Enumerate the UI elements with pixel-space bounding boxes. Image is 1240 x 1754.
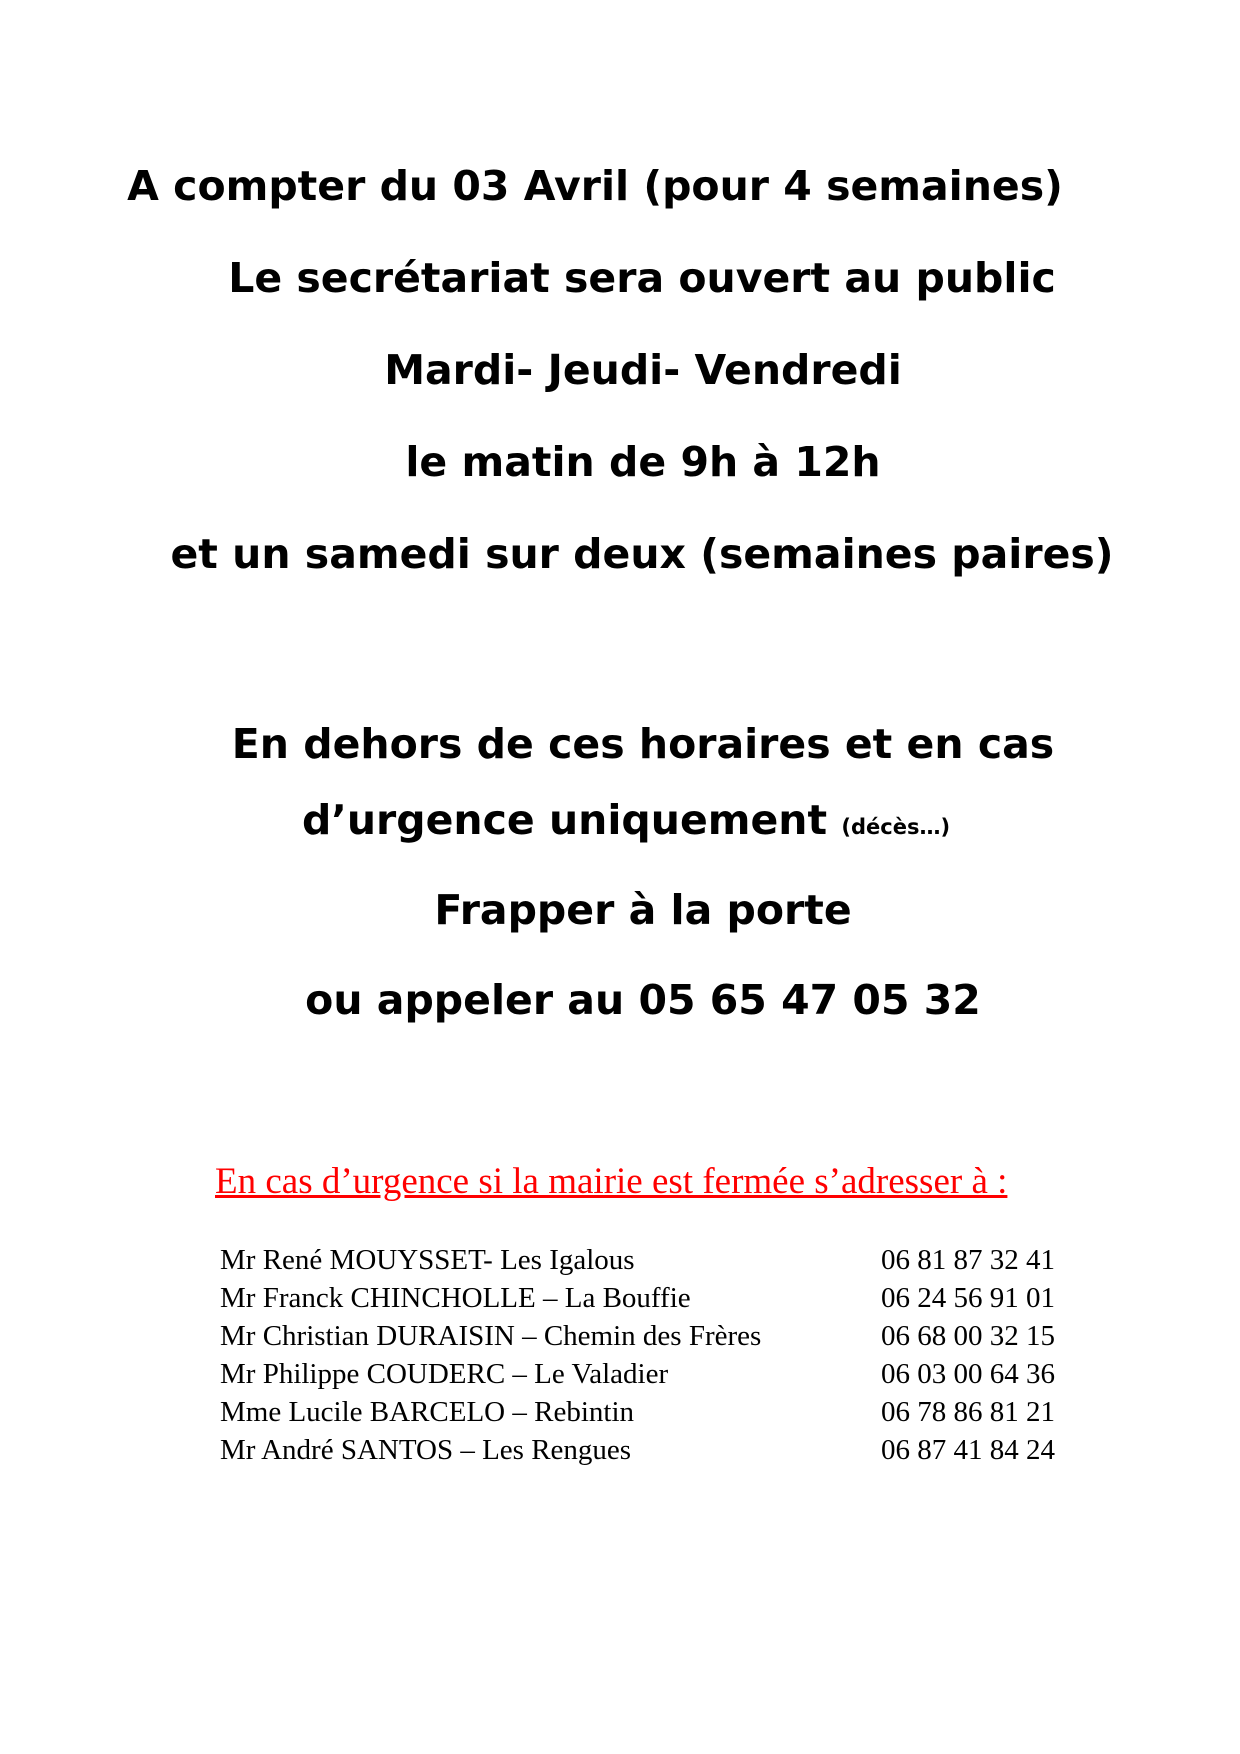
- contact-row: [220, 1317, 1100, 1355]
- notice-line-knock: Frapper à la porte: [434, 886, 852, 934]
- contact-row: [220, 1279, 1100, 1317]
- urgency-text: d’urgence uniquement: [301, 796, 828, 844]
- notice-line-hours: le matin de 9h à 12h: [405, 438, 881, 486]
- contact-name: Mr Philippe COUDERC – Le Valadier: [220, 1358, 669, 1390]
- contact-row: [220, 1241, 1100, 1279]
- contact-row: [220, 1431, 1100, 1469]
- contact-phone: 06 68 00 32 15: [881, 1320, 1055, 1352]
- notice-line-outside-hours: En dehors de ces horaires et en cas: [231, 720, 1055, 768]
- contact-phone: 06 78 86 81 21: [881, 1396, 1055, 1428]
- contact-name: Mme Lucile BARCELO – Rebintin: [220, 1396, 635, 1428]
- notice-line-urgency: [6, 794, 1240, 853]
- contact-name: Mr René MOUYSSET- Les Igalous: [220, 1244, 635, 1276]
- contact-phone: 06 87 41 84 24: [881, 1434, 1055, 1466]
- contact-phone: 06 24 56 91 01: [881, 1282, 1055, 1314]
- contact-name: Mr André SANTOS – Les Rengues: [220, 1434, 632, 1466]
- contact-name: Mr Christian DURAISIN – Chemin des Frères: [220, 1320, 762, 1352]
- notice-line-days: Mardi- Jeudi- Vendredi: [384, 346, 902, 394]
- contact-name: Mr Franck CHINCHOLLE – La Bouffie: [220, 1282, 691, 1314]
- notice-line-saturday: et un samedi sur deux (semaines paires): [170, 530, 1114, 578]
- contact-row: [220, 1355, 1100, 1393]
- notice-line-start-date: A compter du 03 Avril (pour 4 semaines): [127, 162, 1063, 210]
- emergency-contact-list: [220, 1241, 1100, 1469]
- contact-phone: 06 03 00 64 36: [881, 1358, 1055, 1390]
- contact-row: [220, 1393, 1100, 1431]
- urgency-note: (décès…): [841, 815, 951, 839]
- notice-line-phone: ou appeler au 05 65 47 05 32: [305, 976, 981, 1024]
- contact-phone: 06 81 87 32 41: [881, 1244, 1055, 1276]
- emergency-heading: En cas d’urgence si la mairie est fermée s’adresser à :: [215, 1161, 1008, 1202]
- notice-line-secretariat-open: Le secrétariat sera ouvert au public: [228, 254, 1056, 302]
